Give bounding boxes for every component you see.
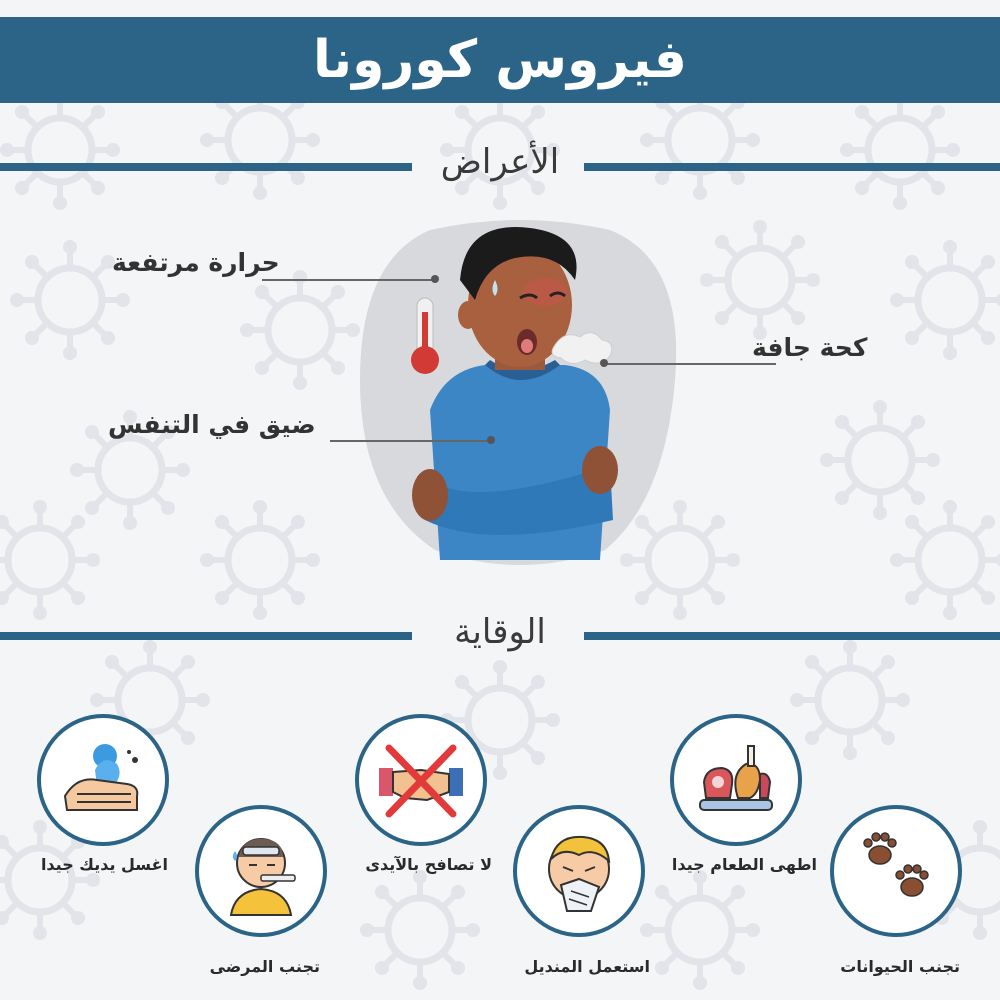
symptoms-heading: الأعراض (440, 142, 560, 182)
section-divider-left (0, 163, 412, 171)
symptom-breath-label: ضيق في التنفس (108, 410, 316, 439)
tissue-icon (533, 825, 625, 917)
food-icon (690, 734, 782, 826)
avoid-animals-label: تجنب الحيوانات (840, 957, 960, 976)
fever-leader-line (262, 279, 434, 281)
cough-pointer-dot (600, 359, 608, 367)
avoid-sick-label: تجنب المرضى (209, 957, 320, 976)
cook-food-circle (670, 714, 802, 846)
wash-hands-label: اغسل يديك جيدا (40, 855, 168, 874)
section-divider-right (584, 163, 1000, 171)
fever-pointer-dot (431, 275, 439, 283)
sick-person-icon (215, 825, 307, 917)
section-divider-left (0, 632, 412, 640)
section-divider-right (584, 632, 1000, 640)
wash-hands-circle (37, 714, 169, 846)
prevention-heading: الوقاية (454, 612, 546, 652)
hand-wash-icon (57, 734, 149, 826)
use-tissue-label: استعمل المنديل (524, 957, 650, 976)
avoid-animals-circle (830, 805, 962, 937)
paw-icon (850, 825, 942, 917)
page-title: فيروس كورونا (313, 30, 687, 90)
cough-leader-line (604, 363, 776, 365)
breath-leader-line (330, 440, 490, 442)
no-handshake-icon (375, 734, 467, 826)
cook-food-label: اطهى الطعام جيدا (671, 855, 817, 874)
use-tissue-circle (513, 805, 645, 937)
breath-pointer-dot (487, 436, 495, 444)
no-handshake-circle (355, 714, 487, 846)
sick-man-icon (355, 220, 685, 570)
no-handshake-label: لا تصافح بالآيدى (365, 855, 492, 874)
avoid-sick-circle (195, 805, 327, 937)
symptom-fever-label: حرارة مرتفعة (112, 248, 280, 277)
symptom-dry-cough-label: كحة جافة (752, 333, 868, 362)
